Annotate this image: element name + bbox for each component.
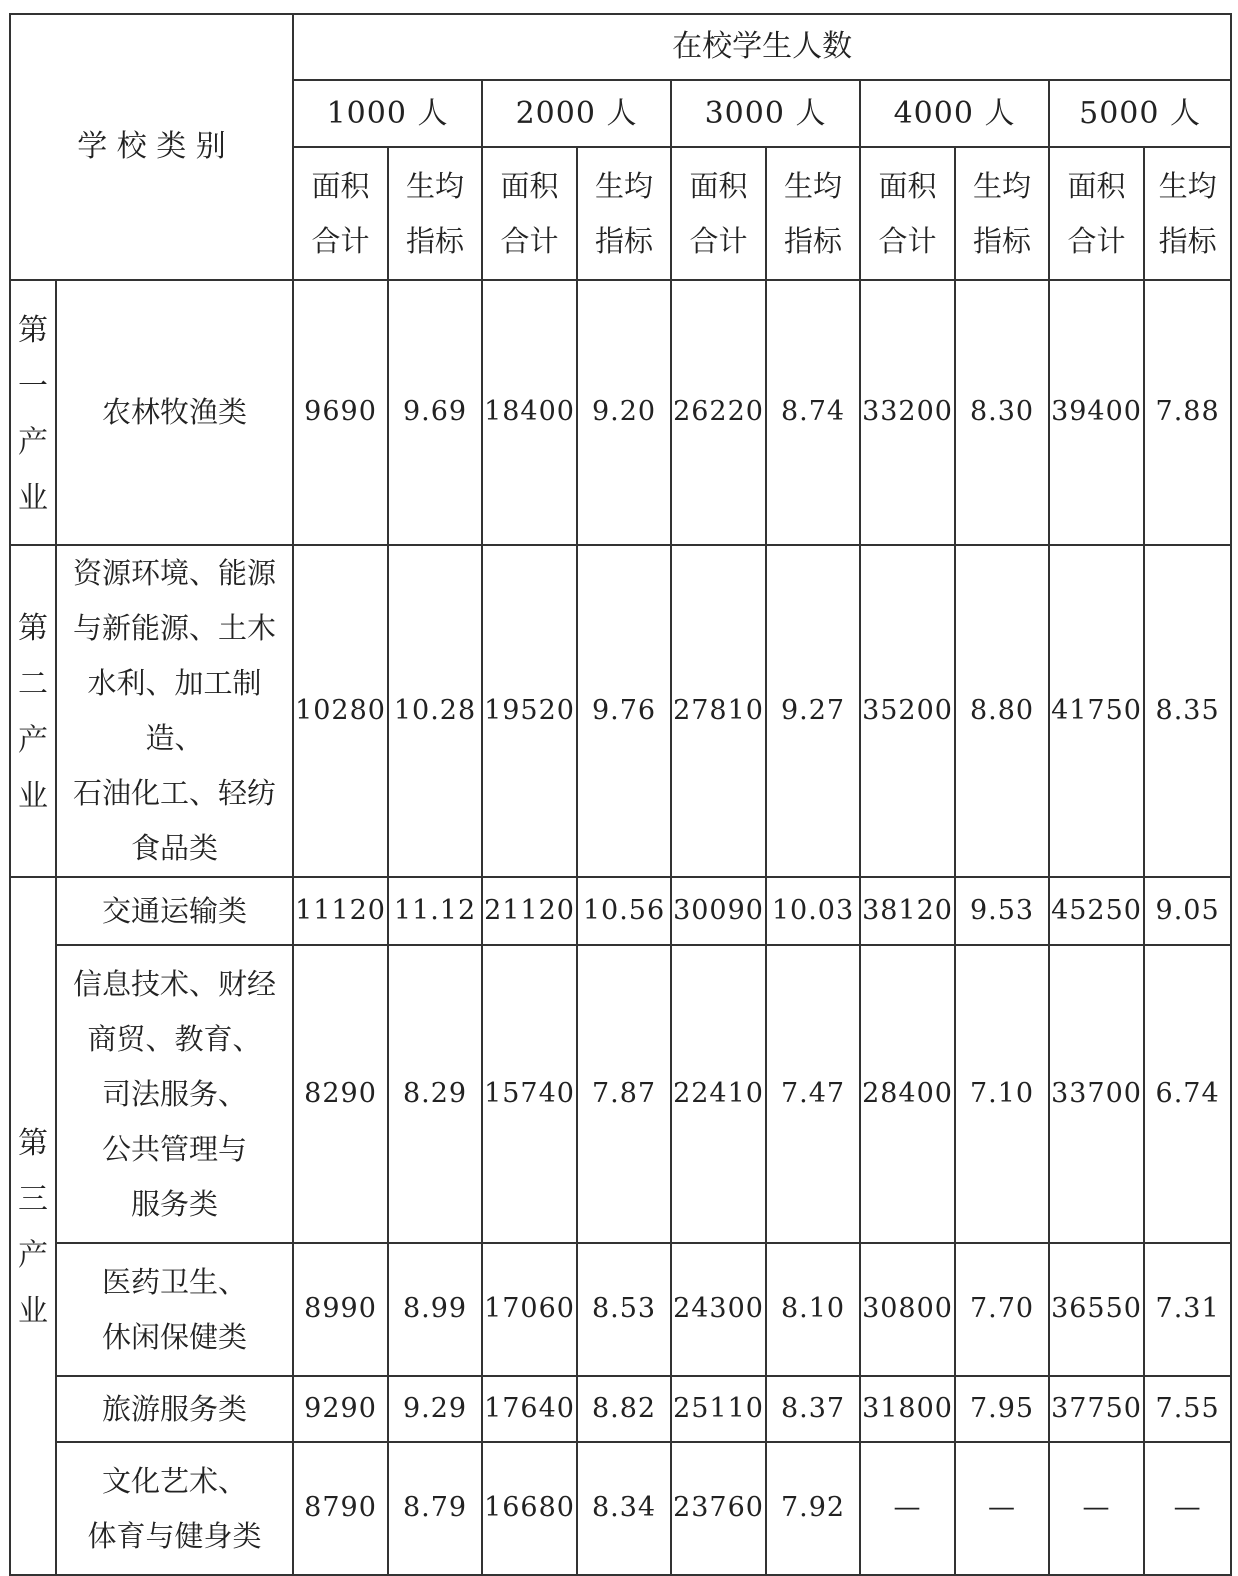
value-cell: 9.05: [1144, 877, 1231, 945]
value-cell: 9.27: [766, 545, 860, 877]
value-cell: 8.30: [955, 280, 1049, 545]
value-cell: 39400: [1049, 280, 1144, 545]
table-row: [10, 945, 1231, 1243]
table-row: [10, 545, 1231, 877]
area-total-header: 面积 合计: [860, 147, 955, 280]
per-student-header: 生均 指标: [955, 147, 1049, 280]
value-cell: 7.92: [766, 1442, 860, 1575]
value-cell: 26220: [671, 280, 766, 545]
value-cell: 7.88: [1144, 280, 1231, 545]
value-cell: 7.55: [1144, 1376, 1231, 1442]
area-total-header: 面积 合计: [482, 147, 577, 280]
value-cell: 45250: [1049, 877, 1144, 945]
per-student-header: 生均 指标: [766, 147, 860, 280]
value-cell: 7.31: [1144, 1243, 1231, 1376]
category-cell: 医药卫生、 休闲保健类: [56, 1243, 293, 1376]
value-cell: 9690: [293, 280, 388, 545]
size-header-2000: 2000 人: [482, 80, 671, 147]
value-cell: 33200: [860, 280, 955, 545]
student-count-header: 在校学生人数: [293, 14, 1231, 80]
value-cell: 21120: [482, 877, 577, 945]
category-cell: 信息技术、财经 商贸、教育、 司法服务、 公共管理与 服务类: [56, 945, 293, 1243]
value-cell: 10.56: [577, 877, 671, 945]
value-cell: 9.53: [955, 877, 1049, 945]
area-total-header: 面积 合计: [1049, 147, 1144, 280]
value-cell: 9.76: [577, 545, 671, 877]
value-cell: 8.80: [955, 545, 1049, 877]
value-cell: 18400: [482, 280, 577, 545]
value-cell: 28400: [860, 945, 955, 1243]
industry-label-secondary: 第 二 产 业: [10, 545, 56, 877]
value-cell: 10.03: [766, 877, 860, 945]
value-cell: 7.95: [955, 1376, 1049, 1442]
value-cell: 36550: [1049, 1243, 1144, 1376]
value-cell: 25110: [671, 1376, 766, 1442]
value-cell: 19520: [482, 545, 577, 877]
per-student-header: 生均 指标: [1144, 147, 1231, 280]
value-cell: 8.53: [577, 1243, 671, 1376]
value-cell: 9.20: [577, 280, 671, 545]
value-cell: 30090: [671, 877, 766, 945]
industry-label-tertiary: 第 三 产 业: [10, 877, 56, 1575]
value-cell: 8.35: [1144, 545, 1231, 877]
size-header-4000: 4000 人: [860, 80, 1049, 147]
table-row: [10, 877, 1231, 945]
value-cell: 7.10: [955, 945, 1049, 1243]
value-cell: 8.99: [388, 1243, 482, 1376]
table-row: [10, 1442, 1231, 1575]
value-cell: 16680: [482, 1442, 577, 1575]
value-cell: 9290: [293, 1376, 388, 1442]
value-cell: 38120: [860, 877, 955, 945]
value-cell: 8.79: [388, 1442, 482, 1575]
size-header-5000: 5000 人: [1049, 80, 1231, 147]
table-row: [10, 1243, 1231, 1376]
value-cell: 17640: [482, 1376, 577, 1442]
value-cell: 8990: [293, 1243, 388, 1376]
value-cell: —: [955, 1442, 1049, 1575]
value-cell: 8.29: [388, 945, 482, 1243]
value-cell: 11.12: [388, 877, 482, 945]
value-cell: 27810: [671, 545, 766, 877]
value-cell: 8.10: [766, 1243, 860, 1376]
value-cell: 7.87: [577, 945, 671, 1243]
value-cell: 8.37: [766, 1376, 860, 1442]
value-cell: 33700: [1049, 945, 1144, 1243]
value-cell: 23760: [671, 1442, 766, 1575]
value-cell: 24300: [671, 1243, 766, 1376]
value-cell: 8290: [293, 945, 388, 1243]
value-cell: 15740: [482, 945, 577, 1243]
category-cell: 文化艺术、 体育与健身类: [56, 1442, 293, 1575]
value-cell: 10.28: [388, 545, 482, 877]
industry-label-primary: 第 一 产 业: [10, 280, 56, 545]
table-row: [10, 1376, 1231, 1442]
category-cell: 旅游服务类: [56, 1376, 293, 1442]
value-cell: 31800: [860, 1376, 955, 1442]
school-category-header: 学 校 类 别: [10, 14, 293, 280]
value-cell: 10280: [293, 545, 388, 877]
value-cell: 41750: [1049, 545, 1144, 877]
value-cell: 7.47: [766, 945, 860, 1243]
size-header-1000: 1000 人: [293, 80, 482, 147]
header-row-1: [10, 14, 1231, 80]
value-cell: —: [1049, 1442, 1144, 1575]
value-cell: 11120: [293, 877, 388, 945]
table-row: [10, 280, 1231, 545]
category-cell: 农林牧渔类: [56, 280, 293, 545]
per-student-header: 生均 指标: [388, 147, 482, 280]
value-cell: 8790: [293, 1442, 388, 1575]
value-cell: 35200: [860, 545, 955, 877]
area-total-header: 面积 合计: [293, 147, 388, 280]
value-cell: 8.82: [577, 1376, 671, 1442]
value-cell: 8.74: [766, 280, 860, 545]
value-cell: —: [1144, 1442, 1231, 1575]
value-cell: 9.29: [388, 1376, 482, 1442]
value-cell: 7.70: [955, 1243, 1049, 1376]
value-cell: 8.34: [577, 1442, 671, 1575]
value-cell: 17060: [482, 1243, 577, 1376]
size-header-3000: 3000 人: [671, 80, 860, 147]
category-cell: 交通运输类: [56, 877, 293, 945]
category-cell: 资源环境、能源 与新能源、土木 水利、加工制造、 石油化工、轻纺 食品类: [56, 545, 293, 877]
value-cell: 6.74: [1144, 945, 1231, 1243]
value-cell: 9.69: [388, 280, 482, 545]
value-cell: 30800: [860, 1243, 955, 1376]
per-student-header: 生均 指标: [577, 147, 671, 280]
area-index-table: [9, 13, 1232, 1576]
value-cell: 22410: [671, 945, 766, 1243]
value-cell: 37750: [1049, 1376, 1144, 1442]
area-total-header: 面积 合计: [671, 147, 766, 280]
value-cell: —: [860, 1442, 955, 1575]
